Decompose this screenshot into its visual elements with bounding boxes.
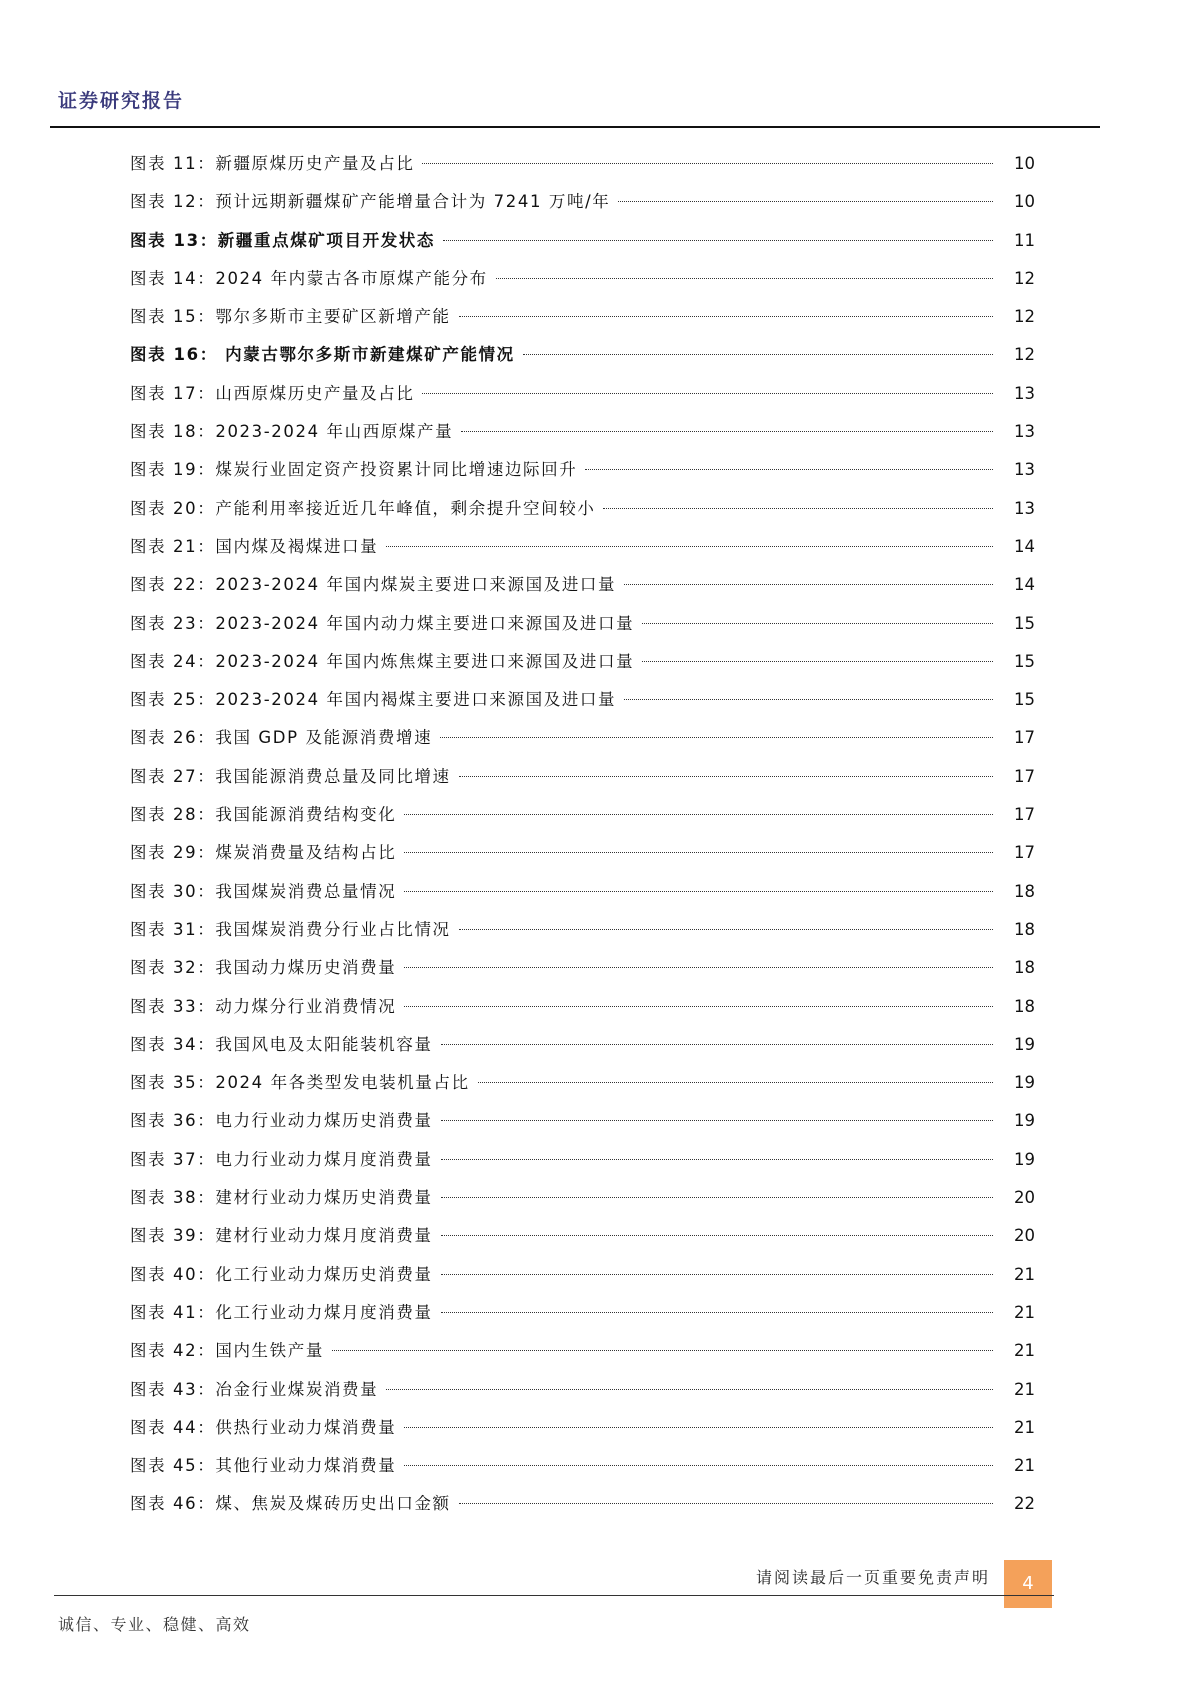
toc-entry-page: 11 — [1014, 230, 1035, 250]
toc-entry-label: 图表 38：建材行业动力煤历史消费量 — [130, 1188, 433, 1208]
toc-entry-label: 图表 36：电力行业动力煤历史消费量 — [130, 1111, 433, 1131]
toc-entry[interactable] — [130, 145, 1035, 183]
toc-entry-label: 图表 35：2024 年各类型发电装机量占比 — [130, 1073, 470, 1093]
toc-entry[interactable] — [130, 911, 1035, 949]
toc-leader-dots — [523, 354, 993, 355]
toc-entry[interactable] — [130, 336, 1035, 374]
toc-entry-page: 22 — [1014, 1494, 1035, 1514]
toc-entry[interactable] — [130, 183, 1035, 221]
toc-entry-label: 图表 34：我国风电及太阳能装机容量 — [130, 1034, 433, 1054]
disclaimer-notice: 请阅读最后一页重要免责声明 — [755, 1568, 990, 1587]
toc-leader-dots — [496, 278, 993, 279]
toc-entry-page: 18 — [1014, 919, 1035, 939]
toc-entry[interactable] — [130, 1026, 1035, 1064]
toc-leader-dots — [441, 1120, 993, 1121]
toc-entry[interactable] — [130, 490, 1035, 528]
toc-entry-label: 图表 29：煤炭消费量及结构占比 — [130, 843, 397, 863]
toc-entry[interactable] — [130, 949, 1035, 987]
toc-entry-page: 10 — [1014, 154, 1035, 173]
toc-entry-page: 20 — [1014, 1226, 1035, 1246]
toc-entry-label: 图表 37：电力行业动力煤月度消费量 — [130, 1149, 433, 1169]
toc-entry[interactable] — [130, 413, 1035, 451]
toc-entry-label: 图表 39：建材行业动力煤月度消费量 — [130, 1226, 433, 1246]
toc-leader-dots — [624, 699, 993, 700]
toc-leader-dots — [440, 737, 993, 738]
toc-entry-page: 14 — [1014, 536, 1035, 556]
toc-entry-label: 图表 42：国内生铁产量 — [130, 1341, 324, 1361]
toc-entry[interactable] — [130, 375, 1035, 413]
toc-leader-dots — [459, 776, 993, 777]
toc-entry[interactable] — [130, 873, 1035, 911]
toc-entry-label: 图表 12：预计远期新疆煤矿产能增量合计为 7241 万吨/年 — [130, 192, 611, 212]
toc-leader-dots — [459, 1503, 993, 1504]
toc-entry-label: 图表 17：山西原煤历史产量及占比 — [130, 383, 415, 403]
toc-entry-label: 图表 26：我国 GDP 及能源消费增速 — [130, 728, 433, 748]
toc-entry-label: 图表 20：产能利用率接近近几年峰值，剩余提升空间较小 — [130, 498, 596, 518]
toc-entry-page: 12 — [1014, 307, 1035, 327]
toc-entry-label: 图表 15：鄂尔多斯市主要矿区新增产能 — [130, 307, 451, 327]
toc-entry-page: 18 — [1014, 958, 1035, 978]
toc-entry[interactable] — [130, 1102, 1035, 1140]
toc-entry[interactable] — [130, 1064, 1035, 1102]
toc-entry[interactable] — [130, 681, 1035, 719]
toc-entry[interactable] — [130, 1179, 1035, 1217]
toc-entry-label: 图表 27：我国能源消费总量及同比增速 — [130, 766, 451, 786]
toc-entry-page: 21 — [1014, 1341, 1035, 1361]
header-divider — [50, 126, 1100, 128]
toc-entry-page: 19 — [1014, 1111, 1035, 1131]
toc-leader-dots — [404, 852, 993, 853]
toc-leader-dots — [404, 1427, 993, 1428]
toc-leader-dots — [642, 661, 993, 662]
report-header-title: 证券研究报告 — [58, 90, 185, 112]
toc-entry-page: 15 — [1014, 613, 1035, 633]
toc-entry-page: 18 — [1014, 881, 1035, 901]
toc-entry-label: 图表 19：煤炭行业固定资产投资累计同比增速边际回升 — [130, 460, 578, 480]
toc-entry-page: 15 — [1014, 690, 1035, 710]
toc-entry-page: 17 — [1014, 843, 1035, 863]
toc-entry[interactable] — [130, 834, 1035, 872]
toc-entry-label: 图表 31：我国煤炭消费分行业占比情况 — [130, 919, 451, 939]
toc-leader-dots — [422, 163, 993, 164]
toc-entry[interactable] — [130, 1294, 1035, 1332]
toc-entry-label: 图表 14：2024 年内蒙古各市原煤产能分布 — [130, 268, 488, 288]
toc-entry-label: 图表 43：冶金行业煤炭消费量 — [130, 1379, 379, 1399]
toc-entry-page: 17 — [1014, 805, 1035, 825]
toc-entry[interactable] — [130, 298, 1035, 336]
toc-entry-label: 图表 23：2023-2024 年国内动力煤主要进口来源国及进口量 — [130, 613, 635, 633]
toc-entry-label: 图表 21：国内煤及褐煤进口量 — [130, 536, 379, 556]
toc-entry[interactable] — [130, 566, 1035, 604]
toc-entry-label: 图表 32：我国动力煤历史消费量 — [130, 958, 397, 978]
toc-leader-dots — [441, 1274, 993, 1275]
toc-entry-label: 图表 33：动力煤分行业消费情况 — [130, 996, 397, 1016]
toc-leader-dots — [441, 1044, 993, 1045]
toc-leader-dots — [386, 546, 993, 547]
toc-entry-page: 10 — [1014, 192, 1035, 212]
toc-entry-label: 图表 45：其他行业动力煤消费量 — [130, 1456, 397, 1476]
toc-leader-dots — [404, 967, 993, 968]
toc-entry-label: 图表 28：我国能源消费结构变化 — [130, 805, 397, 825]
toc-entry-label: 图表 24：2023-2024 年国内炼焦煤主要进口来源国及进口量 — [130, 651, 635, 671]
toc-entry-page: 12 — [1014, 345, 1035, 365]
toc-entry-page: 19 — [1014, 1073, 1035, 1093]
footer-slogan: 诚信、专业、稳健、高效 — [58, 1615, 251, 1634]
toc-entry-page: 15 — [1014, 651, 1035, 671]
toc-entry[interactable] — [130, 1409, 1035, 1447]
toc-leader-dots — [404, 814, 993, 815]
toc-leader-dots — [404, 1465, 993, 1466]
toc-entry-label: 图表 25：2023-2024 年国内褐煤主要进口来源国及进口量 — [130, 690, 617, 710]
toc-leader-dots — [404, 1006, 993, 1007]
toc-entry-page: 13 — [1014, 460, 1035, 480]
toc-entry[interactable] — [130, 528, 1035, 566]
toc-entry[interactable] — [130, 1217, 1035, 1255]
toc-entry[interactable] — [130, 1141, 1035, 1179]
toc-leader-dots — [618, 201, 993, 202]
toc-leader-dots — [441, 1197, 993, 1198]
toc-entry-label: 图表 30：我国煤炭消费总量情况 — [130, 881, 397, 901]
toc-entry[interactable] — [130, 1447, 1035, 1485]
toc-leader-dots — [332, 1350, 993, 1351]
toc-entry-page: 12 — [1014, 268, 1035, 288]
toc-leader-dots — [441, 1235, 993, 1236]
toc-entry-label: 图表 11：新疆原煤历史产量及占比 — [130, 154, 415, 173]
toc-entry-label: 图表 22：2023-2024 年国内煤炭主要进口来源国及进口量 — [130, 575, 617, 595]
toc-entry[interactable] — [130, 1256, 1035, 1294]
toc-leader-dots — [478, 1082, 993, 1083]
toc-leader-dots — [443, 240, 993, 241]
toc-entry-label: 图表 13：新疆重点煤矿项目开发状态 — [130, 230, 436, 250]
page-number: 4 — [1004, 1560, 1052, 1608]
toc-leader-dots — [603, 508, 993, 509]
toc-entry-label: 图表 46：煤、焦炭及煤砖历史出口金额 — [130, 1494, 451, 1514]
toc-leader-dots — [459, 316, 993, 317]
toc-entry[interactable] — [130, 605, 1035, 643]
toc-entry[interactable] — [130, 758, 1035, 796]
toc-leader-dots — [404, 891, 993, 892]
toc-entry-page: 21 — [1014, 1379, 1035, 1399]
toc-leader-dots — [642, 623, 993, 624]
toc-entry-page: 19 — [1014, 1034, 1035, 1054]
toc-leader-dots — [624, 584, 993, 585]
toc-entry[interactable] — [130, 260, 1035, 298]
toc-leader-dots — [422, 393, 993, 394]
toc-entry-page: 20 — [1014, 1188, 1035, 1208]
footer-divider — [54, 1595, 1054, 1596]
toc-entry-page: 14 — [1014, 575, 1035, 595]
table-of-figures — [130, 145, 1035, 1524]
toc-entry-label: 图表 41：化工行业动力煤月度消费量 — [130, 1302, 433, 1322]
toc-leader-dots — [585, 469, 993, 470]
toc-entry[interactable] — [130, 796, 1035, 834]
toc-leader-dots — [459, 929, 993, 930]
toc-leader-dots — [386, 1389, 993, 1390]
toc-entry-page: 21 — [1014, 1264, 1035, 1284]
toc-entry[interactable] — [130, 988, 1035, 1026]
toc-entry-label: 图表 16： 内蒙古鄂尔多斯市新建煤矿产能情况 — [130, 345, 515, 365]
toc-entry-page: 21 — [1014, 1417, 1035, 1437]
toc-entry[interactable] — [130, 1332, 1035, 1370]
toc-entry-page: 13 — [1014, 383, 1035, 403]
toc-entry[interactable] — [130, 719, 1035, 757]
toc-entry[interactable] — [130, 643, 1035, 681]
toc-entry-page: 13 — [1014, 498, 1035, 518]
toc-entry-page: 13 — [1014, 422, 1035, 442]
toc-entry-page: 17 — [1014, 766, 1035, 786]
toc-leader-dots — [441, 1312, 993, 1313]
toc-leader-dots — [461, 431, 993, 432]
toc-entry-page: 19 — [1014, 1149, 1035, 1169]
toc-entry-label: 图表 18：2023-2024 年山西原煤产量 — [130, 422, 454, 442]
toc-entry-page: 21 — [1014, 1302, 1035, 1322]
toc-entry-page: 17 — [1014, 728, 1035, 748]
toc-entry[interactable] — [130, 1371, 1035, 1409]
toc-entry-label: 图表 40：化工行业动力煤历史消费量 — [130, 1264, 433, 1284]
toc-entry-page: 18 — [1014, 996, 1035, 1016]
toc-entry-page: 21 — [1014, 1456, 1035, 1476]
toc-leader-dots — [441, 1159, 993, 1160]
toc-entry-label: 图表 44：供热行业动力煤消费量 — [130, 1417, 397, 1437]
toc-entry[interactable] — [130, 222, 1035, 260]
toc-entry[interactable] — [130, 451, 1035, 489]
toc-entry[interactable] — [130, 1485, 1035, 1523]
